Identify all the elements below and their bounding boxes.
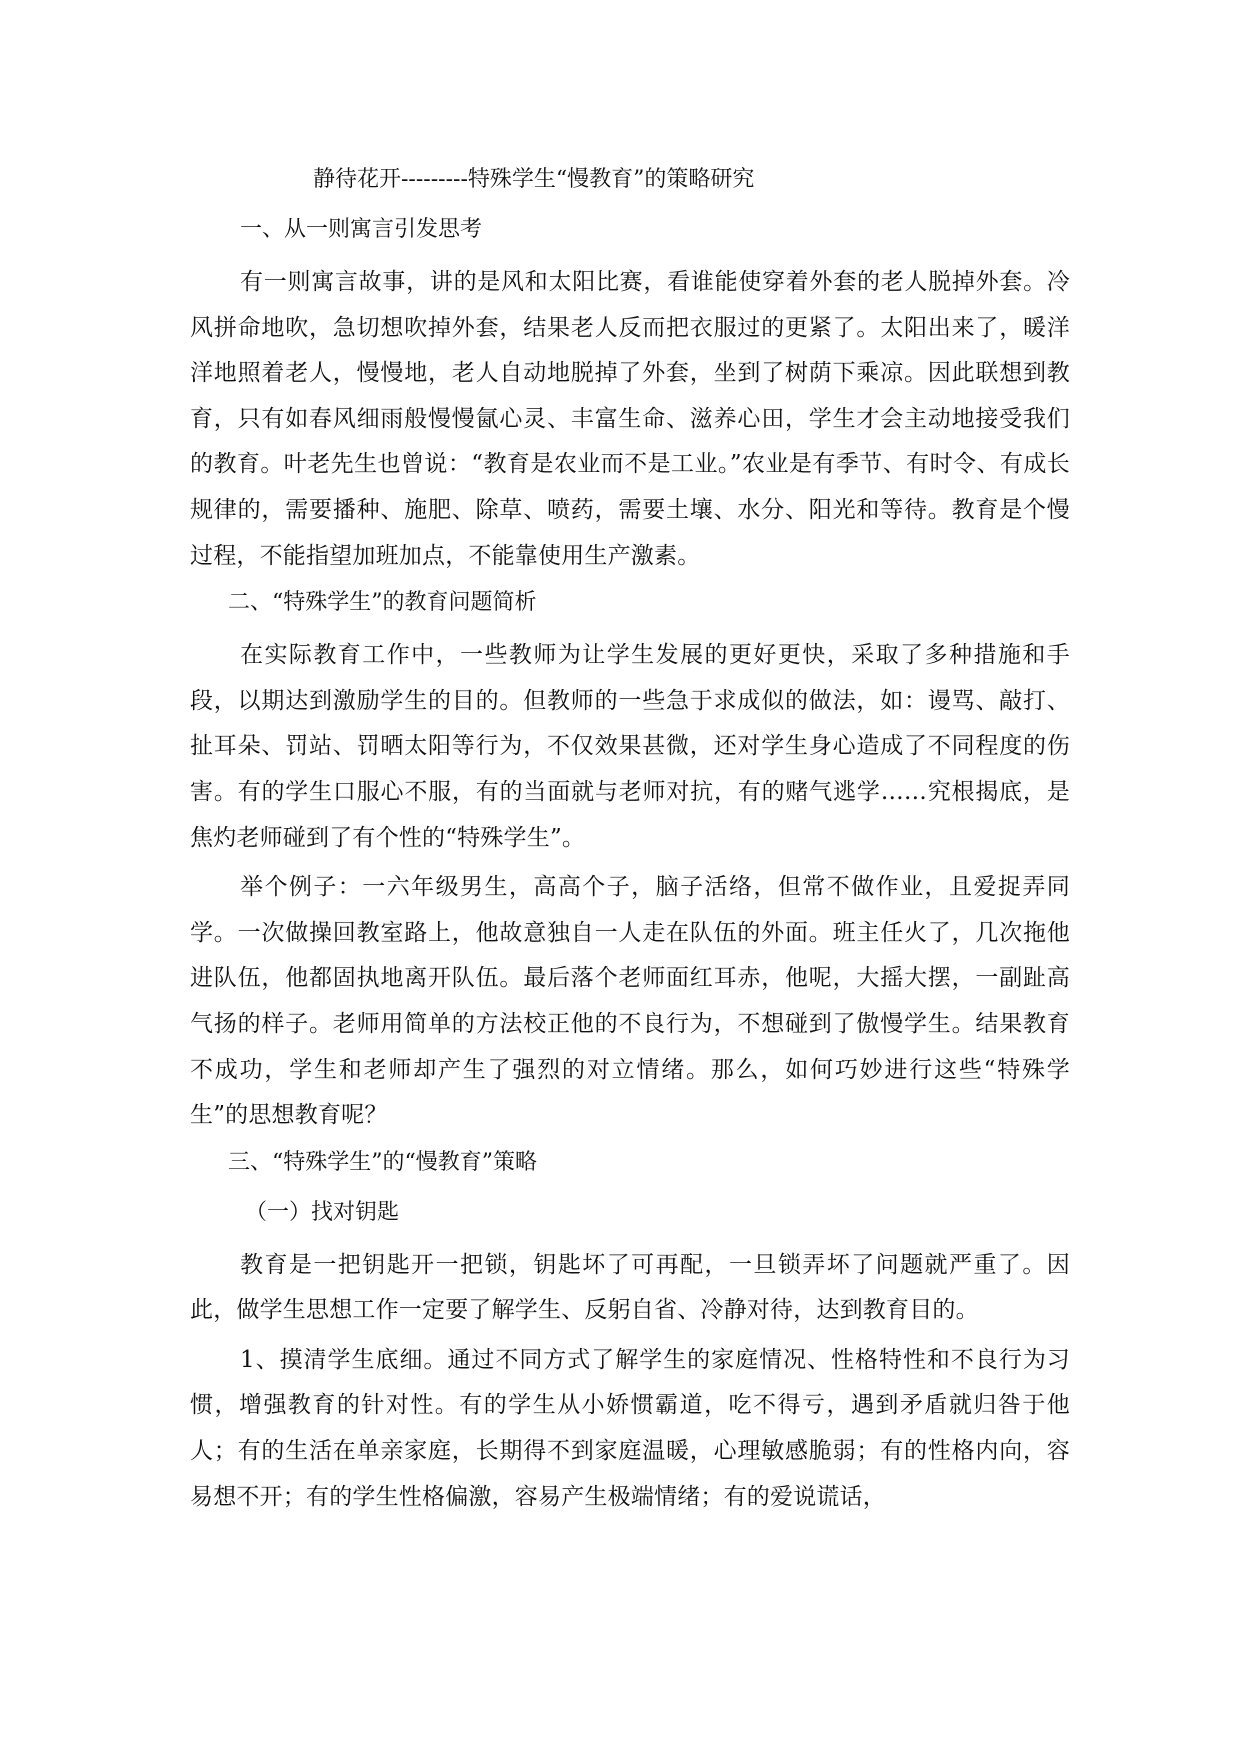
section-3-subheading-1: （一）找对钥匙 [245,1199,400,1225]
section-2-paragraph-2: 举个例子：一六年级男生，高高个子，脑子活络，但常不做作业，且爱捉弄同学。一次做操回教室路上，他故意独自一人走在队伍的外面。班主任火了，几次拖他进队伍，他都固执地离开队伍。最后落个老师面红耳赤，他呢，大摇大摆，一副趾高气扬的样子。老师用简单的方法校正他的不良行为，不想碰到了傲慢学生。结果教育不成功，学生和老师却产生了强烈的对立情绪。那么，如何巧妙进行这些“特殊学生”的思想教育呢？ [190,874,1070,1129]
section-3-heading: 三、“特殊学生”的“慢教育”策略 [228,1149,537,1175]
section-3-paragraph-2: 1、摸清学生底细。通过不同方式了解学生的家庭情况、性格特性和不良行为习惯，增强教育的针对性。有的学生从小娇惯霸道，吃不得亏，遇到矛盾就归咎于他人；有的生活在单亲家庭，长期得不到家庭温暖，心理敏感脆弱；有的性格内向，容易想不开；有的学生性格偏激，容易产生极端情绪；有的爱说谎话， [190,1346,1070,1510]
section-1-paragraph: 有一则寓言故事，讲的是风和太阳比赛，看谁能使穿着外套的老人脱掉外套。冷风拼命地吹，急切想吹掉外套，结果老人反而把衣服过的更紧了。太阳出来了，暖洋洋地照着老人，慢慢地，老人自动地脱掉了外套，坐到了树荫下乘凉。因此联想到教育，只有如春风细雨般慢慢氤心灵、丰富生命、滋养心田，学生才会主动地接受我们的教育。叶老先生也曾说：“教育是农业而不是工业。”农业是有季节、有时令、有成长规律的，需要播种、施肥、除草、喷药，需要土壤、水分、阳光和等待。教育是个慢过程，不能指望加班加点，不能靠使用生产激素。 [190,269,1070,569]
section-2-paragraph-1: 在实际教育工作中，一些教师为让学生发展的更好更快，采取了多种措施和手段，以期达到激励学生的目的。但教师的一些急于求成似的做法，如：谩骂、敲打、扯耳朵、罚站、罚晒太阳等行为，不仅效果甚微，还对学生身心造成了不同程度的伤害。有的学生口服心不服，有的当面就与老师对抗，有的赌气逃学……究根揭底，是焦灼老师碰到了有个性的“特殊学生”。 [190,642,1070,851]
document-page [190,160,1070,1520]
section-3-paragraph-1: 教育是一把钥匙开一把锁，钥匙坏了可再配，一旦锁弄坏了问题就严重了。因此，做学生思想工作一定要了解学生、反躬自省、冷静对待，达到教育目的。 [190,1251,1070,1324]
section-1-heading: 一、从一则寓言引发思考 [240,217,483,242]
document-title: 静待花开---------特殊学生“慢教育”的策略研究 [313,167,755,192]
section-2-heading: 二、“特殊学生”的教育问题简析 [228,590,537,616]
